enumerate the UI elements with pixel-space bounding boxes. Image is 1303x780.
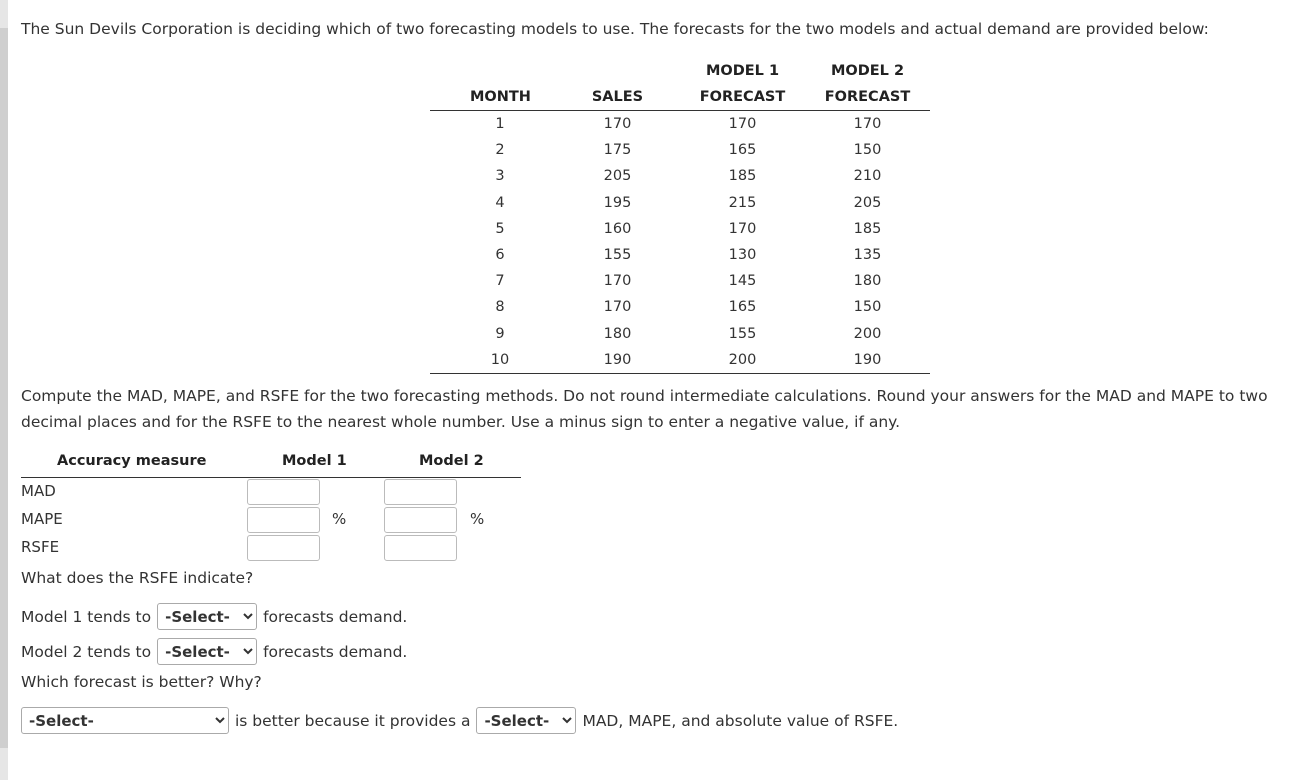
rsfe-label: RSFE bbox=[21, 538, 60, 556]
cell-month: 8 bbox=[495, 299, 505, 316]
better-answer-line bbox=[21, 707, 898, 734]
header-accuracy-measure: Accuracy measure bbox=[57, 453, 207, 469]
table-row bbox=[430, 294, 930, 320]
cell-m1: 145 bbox=[728, 273, 757, 290]
cell-sales: 190 bbox=[603, 351, 632, 368]
lower-higher-select[interactable] bbox=[476, 707, 576, 734]
because-text: is better because it provides a bbox=[235, 711, 471, 730]
mape-label: MAPE bbox=[21, 510, 63, 528]
cell-month: 9 bbox=[495, 325, 505, 342]
cell-m1: 200 bbox=[728, 351, 757, 368]
cell-m1: 130 bbox=[728, 246, 757, 263]
table-row bbox=[430, 163, 930, 189]
mad-row bbox=[21, 478, 521, 506]
cell-month: 2 bbox=[495, 142, 505, 159]
cell-m1: 170 bbox=[728, 220, 757, 237]
cell-m2: 135 bbox=[853, 246, 882, 263]
better-question bbox=[21, 673, 262, 691]
rsfe-model1-input[interactable] bbox=[247, 535, 320, 561]
cell-m1: 215 bbox=[728, 194, 757, 211]
rsfe-model2-input[interactable] bbox=[384, 535, 457, 561]
better-question-text: Which forecast is better? Why? bbox=[21, 673, 262, 691]
table-row bbox=[430, 137, 930, 163]
cell-sales: 170 bbox=[603, 299, 632, 316]
table-row bbox=[430, 242, 930, 268]
header-model-2: Model 2 bbox=[419, 453, 484, 469]
header-sales: SALES bbox=[591, 89, 644, 105]
table-row bbox=[430, 216, 930, 242]
mad-label: MAD bbox=[21, 482, 56, 500]
cell-sales: 160 bbox=[603, 220, 632, 237]
table-row bbox=[430, 190, 930, 216]
scrollbar-thumb[interactable] bbox=[0, 28, 8, 748]
cell-m2: 200 bbox=[853, 325, 882, 342]
mape-model2-percent: % bbox=[470, 510, 485, 528]
table-row bbox=[430, 111, 930, 137]
cell-sales: 180 bbox=[603, 325, 632, 342]
header-model2-bottom: FORECAST bbox=[824, 89, 911, 105]
cell-month: 7 bbox=[495, 273, 505, 290]
cell-m2: 205 bbox=[853, 194, 882, 211]
mape-row bbox=[21, 506, 521, 534]
header-model-1: Model 1 bbox=[282, 453, 347, 469]
header-month: MONTH bbox=[470, 89, 531, 105]
intro-text: The Sun Devils Corporation is deciding which of two forecasting models to use. The forecasts for the two models and actual demand are provided below: bbox=[21, 20, 1209, 38]
forecast-table bbox=[430, 58, 930, 374]
model2-prefix: Model 2 tends to bbox=[21, 642, 152, 661]
instructions-text: Compute the MAD, MAPE, and RSFE for the two forecasting methods. Do not round intermediate calculations. Round your answers for the MAD and MAPE to two decimal places and for the RSFE to the nearest whole number. Use a minus sign to enter a negative value, if any. bbox=[21, 387, 1268, 431]
cell-m2: 190 bbox=[853, 351, 882, 368]
rsfe-question-text: What does the RSFE indicate? bbox=[21, 569, 254, 587]
cell-m2: 185 bbox=[853, 220, 882, 237]
cell-sales: 175 bbox=[603, 142, 632, 159]
cell-month: 6 bbox=[495, 246, 505, 263]
mad-model1-input[interactable] bbox=[247, 479, 320, 505]
cell-month: 3 bbox=[495, 168, 505, 185]
cell-m1: 185 bbox=[728, 168, 757, 185]
rsfe-row bbox=[21, 534, 521, 562]
cell-m1: 165 bbox=[728, 299, 757, 316]
cell-m1: 170 bbox=[728, 116, 757, 132]
header-model1-top: MODEL 1 bbox=[705, 63, 780, 79]
model1-prefix: Model 1 tends to bbox=[21, 607, 152, 626]
cell-m1: 155 bbox=[728, 325, 757, 342]
table-header bbox=[430, 58, 930, 111]
cell-m2: 150 bbox=[853, 299, 882, 316]
rsfe-question bbox=[21, 569, 253, 587]
cell-m2: 170 bbox=[853, 116, 882, 132]
cell-month: 4 bbox=[495, 194, 505, 211]
table-row bbox=[430, 268, 930, 294]
table-row bbox=[430, 321, 930, 347]
model2-suffix: forecasts demand. bbox=[263, 642, 408, 661]
better-model-select[interactable] bbox=[21, 707, 229, 734]
cell-m2: 150 bbox=[853, 142, 882, 159]
mape-model1-percent: % bbox=[332, 510, 347, 528]
accuracy-table bbox=[21, 450, 521, 562]
cell-month: 5 bbox=[495, 220, 505, 237]
header-model2-top: MODEL 2 bbox=[830, 63, 905, 79]
model1-suffix: forecasts demand. bbox=[263, 607, 408, 626]
table-row bbox=[430, 347, 930, 373]
cell-sales: 155 bbox=[603, 246, 632, 263]
accuracy-header bbox=[21, 450, 521, 478]
left-scrollbar[interactable] bbox=[0, 0, 8, 780]
cell-month: 10 bbox=[490, 351, 510, 368]
table-body bbox=[430, 111, 930, 374]
cell-m2: 210 bbox=[853, 168, 882, 185]
model2-tendency-line bbox=[21, 638, 407, 665]
cell-sales: 205 bbox=[603, 168, 632, 185]
cell-sales: 195 bbox=[603, 194, 632, 211]
mape-model1-input[interactable] bbox=[247, 507, 320, 533]
model1-tendency-line bbox=[21, 603, 407, 630]
because-suffix: MAD, MAPE, and absolute value of RSFE. bbox=[582, 711, 899, 730]
model2-tendency-select[interactable] bbox=[157, 638, 257, 665]
header-model1-bottom: FORECAST bbox=[699, 89, 786, 105]
model1-tendency-select[interactable] bbox=[157, 603, 257, 630]
cell-month: 1 bbox=[495, 116, 505, 132]
cell-sales: 170 bbox=[603, 273, 632, 290]
mad-model2-input[interactable] bbox=[384, 479, 457, 505]
cell-sales: 170 bbox=[603, 116, 632, 132]
cell-m1: 165 bbox=[728, 142, 757, 159]
cell-m2: 180 bbox=[853, 273, 882, 290]
mape-model2-input[interactable] bbox=[384, 507, 457, 533]
